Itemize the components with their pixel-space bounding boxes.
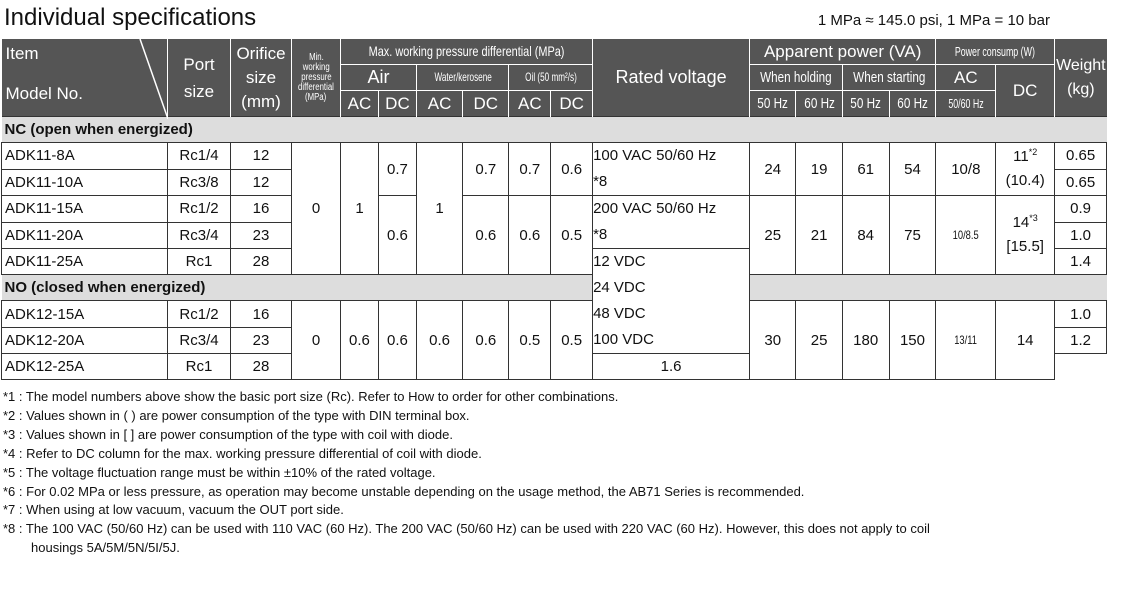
nc-oil-dc-cell: 0.5 [551, 196, 593, 275]
weight-cell: 1.0 [1055, 222, 1107, 249]
hold-60hz-cell: 19 [796, 143, 842, 196]
model-cell: ADK12-15A [2, 301, 168, 328]
start-50hz-cell: 61 [842, 143, 889, 196]
oil-dc-header: DC [551, 91, 593, 117]
no-air-dc-cell: 0.6 [378, 301, 416, 380]
orifice-cell: 16 [231, 301, 292, 328]
item-model-header [2, 39, 168, 117]
starting-50hz-header: 50 Hz [842, 91, 889, 117]
weight-cell: 0.9 [1055, 196, 1107, 223]
unit-conversion-note: 1 MPa ≈ 145.0 psi, 1 MPa = 10 bar [817, 12, 1050, 29]
port-size-header: Port size [168, 39, 231, 117]
footnote: *8 : The 100 VAC (50/60 Hz) can be used with 110 VAC (60 Hz). The 200 VAC (50/60 Hz) can be used with 220 VAC (60 Hz). However, this does not apply to coil [3, 521, 930, 537]
hold-50hz-cell: 24 [750, 143, 796, 196]
footnote-continuation: housings 5A/5M/5N/5I/5J. [31, 540, 180, 556]
rated-voltage-cell: 100 VAC 50/60 Hz *8 [593, 143, 750, 196]
footnote: *2 : Values shown in ( ) are power consumption of the type with DIN terminal box. [3, 407, 470, 423]
when-starting-header: When starting [842, 65, 936, 91]
no-air-ac-cell: 0.6 [341, 301, 379, 380]
oil-header: Oil (50 mm²/s) [509, 65, 593, 91]
specifications-table [1, 38, 1107, 380]
port-cell: Rc3/4 [168, 328, 231, 354]
nc-oil-ac-cell: 0.6 [509, 196, 551, 275]
start-60hz-cell: 54 [889, 143, 936, 196]
orifice-cell: 28 [231, 354, 292, 380]
hold-60hz-cell: 21 [796, 196, 842, 275]
water-kerosene-header: Water/kerosene [416, 65, 509, 91]
min-pressure-header: Min. working pressure differential (MPa) [292, 39, 341, 117]
orifice-cell: 16 [231, 196, 292, 223]
page-title: Individual specifications [4, 4, 257, 31]
pc-dc-cell: 14$^{*3}$ [15.5] [996, 196, 1055, 275]
orifice-cell: 12 [231, 169, 292, 196]
table-body [2, 117, 1107, 380]
model-no-label: Model No. [5, 84, 83, 103]
rated-voltage-header: Rated voltage [593, 39, 750, 117]
nc-min-pressure-cell: 0 [292, 143, 341, 275]
pc-ac-cell: 10/8 [936, 143, 996, 196]
table-row [2, 301, 1107, 328]
table-row [2, 143, 1107, 170]
hold-60hz-cell: 25 [796, 301, 842, 380]
rated-voltage-cell: 200 VAC 50/60 Hz *8 [593, 196, 750, 249]
water-ac-header: AC [416, 91, 462, 117]
start-50hz-cell: 180 [842, 301, 889, 380]
weight-cell: 1.6 [593, 354, 750, 380]
no-min-pressure-cell: 0 [292, 301, 341, 380]
nc-section-row [2, 117, 1107, 143]
port-cell: Rc1/2 [168, 196, 231, 223]
max-pressure-header: Max. working pressure differential (MPa) [341, 39, 593, 65]
hold-50hz-cell: 25 [750, 196, 796, 275]
start-60hz-cell: 150 [889, 301, 936, 380]
holding-50hz-header: 50 Hz [750, 91, 796, 117]
weight-cell: 0.65 [1055, 143, 1107, 170]
no-oil-dc-cell: 0.5 [551, 301, 593, 380]
pc-dc-cell: 11$^{*2}$ (10.4) [996, 143, 1055, 196]
pc-ac-header: AC [936, 65, 996, 91]
table-row [2, 196, 1107, 223]
orifice-cell: 28 [231, 249, 292, 275]
no-water-ac-cell: 0.6 [416, 301, 462, 380]
model-cell: ADK11-15A [2, 196, 168, 223]
model-cell: ADK12-20A [2, 328, 168, 354]
nc-oil-dc-cell: 0.6 [551, 143, 593, 196]
footnotes [3, 388, 930, 558]
holding-60hz-header: 60 Hz [796, 91, 842, 117]
model-cell: ADK11-25A [2, 249, 168, 275]
orifice-cell: 12 [231, 143, 292, 170]
no-section-fill [750, 275, 1107, 301]
footnote: *3 : Values shown in [ ] are power consumption of the type with coil with diode. [3, 426, 453, 442]
no-oil-ac-cell: 0.5 [509, 301, 551, 380]
nc-oil-ac-cell: 0.7 [509, 143, 551, 196]
pc-ac-cell: 13/11 [936, 301, 996, 380]
nc-water-ac-cell: 1 [416, 143, 462, 275]
power-consumption-header: Power consump (W) [936, 39, 1055, 65]
air-header: Air [341, 65, 417, 91]
footnote: *4 : Refer to DC column for the max. working pressure differential of coil with diode. [3, 445, 482, 461]
port-cell: Rc3/8 [168, 169, 231, 196]
port-cell: Rc3/4 [168, 222, 231, 249]
weight-cell: 1.0 [1055, 301, 1107, 328]
weight-cell: 0.65 [1055, 169, 1107, 196]
pc-dc-cell: 14 [996, 301, 1055, 380]
nc-water-dc-cell: 0.7 [463, 143, 509, 196]
port-cell: Rc1/4 [168, 143, 231, 170]
water-dc-header: DC [463, 91, 509, 117]
port-cell: Rc1/2 [168, 301, 231, 328]
starting-60hz-header: 60 Hz [889, 91, 936, 117]
model-cell: ADK12-25A [2, 354, 168, 380]
model-cell: ADK11-8A [2, 143, 168, 170]
orifice-cell: 23 [231, 222, 292, 249]
air-dc-header: DC [378, 91, 416, 117]
weight-cell: 1.2 [1055, 328, 1107, 354]
table-header [2, 39, 1107, 117]
nc-air-ac-cell: 1 [341, 143, 379, 275]
no-section-label: NO (closed when energized) [2, 275, 593, 301]
footnote: *6 : For 0.02 MPa or less pressure, as operation may become unstable depending on the usage method, the AB71 Series is recommended. [3, 483, 805, 499]
weight-cell: 1.4 [1055, 249, 1107, 275]
start-60hz-cell: 75 [889, 196, 936, 275]
oil-ac-header: AC [509, 91, 551, 117]
rated-voltage-cell: 12 VDC 24 VDC 48 VDC 100 VDC [593, 249, 750, 354]
pc-ac-cell: 10/8.5 [936, 196, 996, 275]
no-water-dc-cell: 0.6 [463, 301, 509, 380]
pc-dc-header: DC [996, 65, 1055, 117]
nc-section-label: NC (open when energized) [2, 117, 1107, 143]
footnote: *1 : The model numbers above show the basic port size (Rc). Refer to How to order for other combinations. [3, 389, 619, 404]
pc-ac-hz-header: 50/60 Hz [936, 91, 996, 117]
footnote: *7 : When using at low vacuum, vacuum the OUT port side. [3, 502, 344, 518]
nc-water-dc-cell: 0.6 [463, 196, 509, 275]
no-section-row [2, 275, 1107, 301]
model-cell: ADK11-20A [2, 222, 168, 249]
footnote: *5 : The voltage fluctuation range must be within ±10% of the rated voltage. [3, 464, 436, 480]
apparent-power-header: Apparent power (VA) [750, 39, 936, 65]
orifice-size-header: Orifice size (mm) [231, 39, 292, 117]
weight-header: Weight (kg) [1055, 39, 1107, 117]
port-cell: Rc1 [168, 354, 231, 380]
model-cell: ADK11-10A [2, 169, 168, 196]
start-50hz-cell: 84 [842, 196, 889, 275]
item-label: Item [5, 44, 39, 63]
hold-50hz-cell: 30 [750, 301, 796, 380]
air-ac-header: AC [341, 91, 379, 117]
nc-air-dc-cell: 0.6 [378, 196, 416, 275]
port-cell: Rc1 [168, 249, 231, 275]
orifice-cell: 23 [231, 328, 292, 354]
nc-air-dc-cell: 0.7 [378, 143, 416, 196]
when-holding-header: When holding [750, 65, 843, 91]
